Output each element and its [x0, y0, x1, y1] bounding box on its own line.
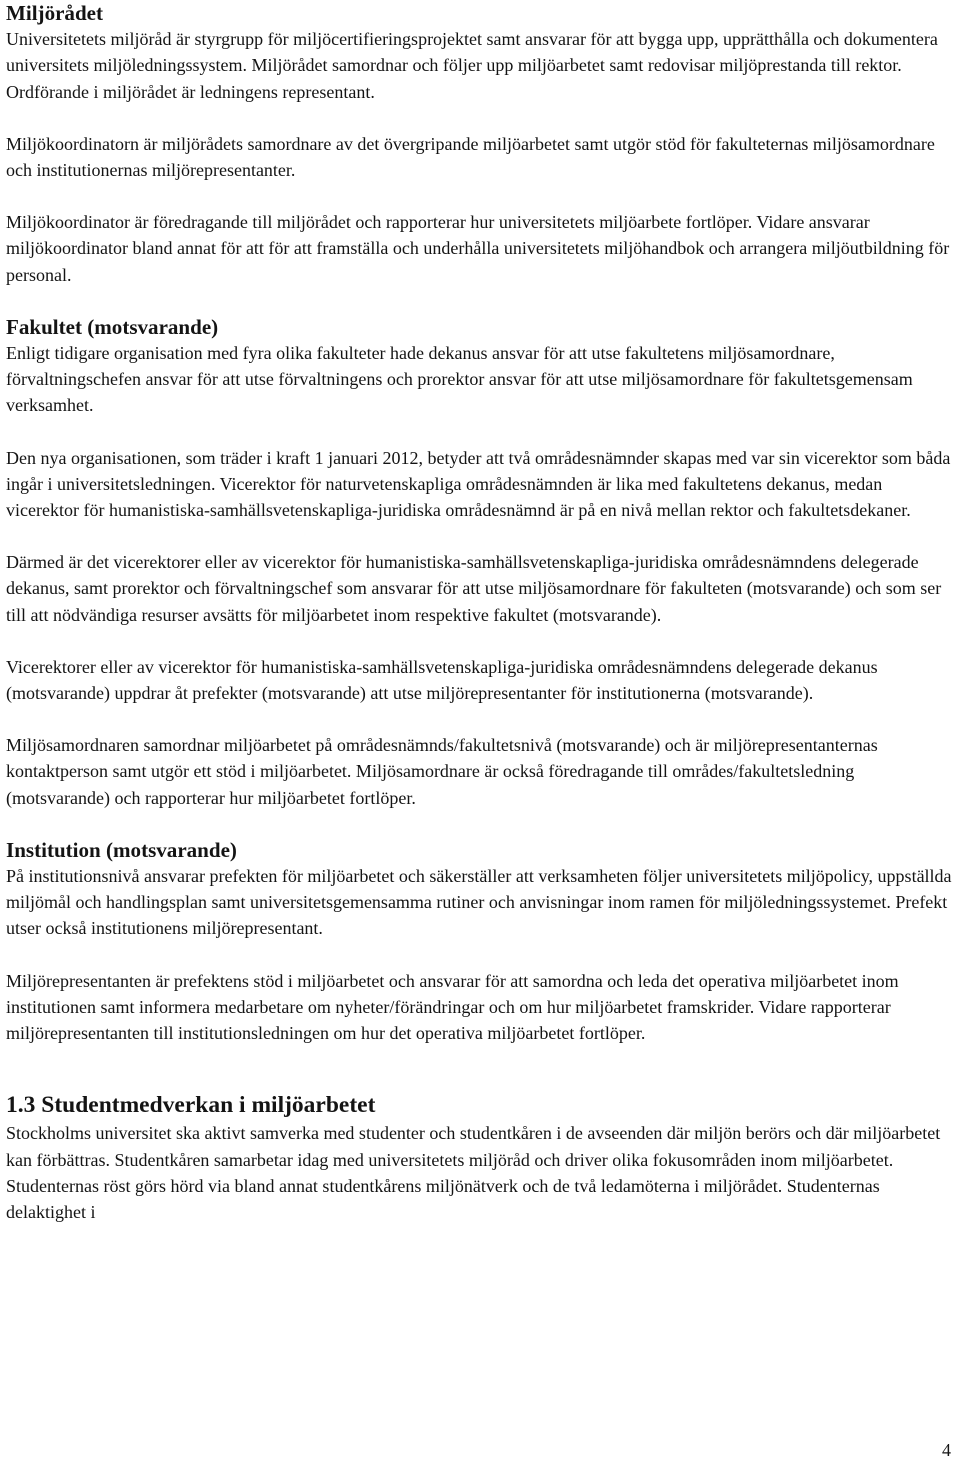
paragraph: Stockholms universitet ska aktivt samverka med studenter och studentkåren i de avseenden där miljön berörs och där miljöarbetet kan förbättras. Studentkåren samarbetar idag med universitetets miljöråd och driver olika fokusområden inom miljöarbetet. Studenternas röst görs hörd via bland annat studentkårens miljönätverk och de två ledamöterna i miljörådet. Studenternas delaktighet i: [6, 1123, 941, 1222]
paragraph: Universitetets miljöråd är styrgrupp för miljöcertifieringsprojektet samt ansvarar för att bygga upp, upprätthålla och dokumentera universitets miljöledningssystem. Miljörådet samordnar och följer upp miljöarbetet samt redovisar miljöprestanda till rektor. Ordförande i miljörådet är ledningens representant.: [6, 29, 938, 102]
paragraph: Vicerektorer eller av vicerektor för humanistiska-samhällsvetenskapliga-juridiska områdesnämndens delegerade dekanus (motsvarande) uppdrar åt prefekter (motsvarande) att utse miljörepresentanter för institutionerna (motsvarande).: [6, 656, 878, 704]
paragraph: Den nya organisationen, som träder i kraft 1 januari 2012, betyder att två områdesnämnder skapas med var sin vicerektor som båda ingår i universitetsledningen. Vicerektor för naturvetenskapliga områdesnämnden är lika med fakultetens dekanus, medan vicerektor för humanistiska-samhällsvetenskapliga-juridiska områdesnämnd är på en nivå mellan rektor och fakultetsdekaner.: [6, 447, 951, 521]
section-heading-studentmedverkan: 1.3 Studentmedverkan i miljöarbetet: [6, 1092, 376, 1119]
section-heading-institution: Institution (motsvarande): [6, 837, 237, 862]
paragraph: Miljösamordnaren samordnar miljöarbetet på områdesnämnds/fakultetsnivå (motsvarande) och är miljörepresentanternas kontaktperson samt utgör ett stöd i miljöarbetet. Miljösamordnare är också föredragande till områdes/fakultetsledning (motsvarande) och rapporterar hur miljöarbetet fortlöper.: [6, 735, 878, 808]
paragraph: På institutionsnivå ansvarar prefekten för miljöarbetet och säkerställer att verksamheten följer universitetets miljöpolicy, uppställda miljömål och handlingsplan samt universitetsgemensamma rutiner och anvisningar inom ramen för miljöledningssystemet. Prefekt utser också institutionens miljörepresentant.: [6, 866, 952, 939]
page-number: 4: [942, 1440, 951, 1460]
paragraph: Miljörepresentanten är prefektens stöd i miljöarbetet och ansvarar för att samordna och leda det operativa miljöarbetet inom institutionen samt informera medarbetare om nyheter/förändringar och om hur miljöarbetet framskrider. Vidare rapporterar miljörepresentanten till institutionsledningen om hur det operativa miljöarbetet fortlöper.: [6, 970, 899, 1044]
document-body: [6, 0, 954, 1225]
section-heading-fakultet: Fakultet (motsvarande): [6, 314, 219, 339]
paragraph: Miljökoordinator är föredragande till miljörådet och rapporterar hur universitetets miljöarbete fortlöper. Vidare ansvarar miljökoordinator bland annat för att för att framställa och underhålla universitetets miljöhandbok och arrangera miljöutbildning för personal.: [6, 212, 950, 285]
paragraph: Därmed är det vicerektorer eller av vicerektor för humanistiska-samhällsvetenskapliga-juridiska områdesnämndens delegerade dekanus, samt prorektor och förvaltningschef som ansvarar för att utse miljösamordnare för fakulteten (motsvarande) och som ser till att nödvändiga resurser avsätts för miljöarbetet inom respektive fakultet (motsvarande).: [6, 552, 942, 625]
paragraph: Miljökoordinatorn är miljörådets samordnare av det övergripande miljöarbetet samt utgör stöd för fakulteternas miljösamordnare och institutionernas miljörepresentanter.: [6, 133, 935, 181]
section-heading-miljoradet: Miljörådet: [6, 1, 104, 25]
paragraph: Enligt tidigare organisation med fyra olika fakulteter hade dekanus ansvar för att utse fakultetens miljösamordnare, förvaltningschefen ansvar för att utse förvaltningens och prorektor ansvar för att utse miljösamordnare för fakultetsgemensam verksamhet.: [6, 343, 913, 416]
